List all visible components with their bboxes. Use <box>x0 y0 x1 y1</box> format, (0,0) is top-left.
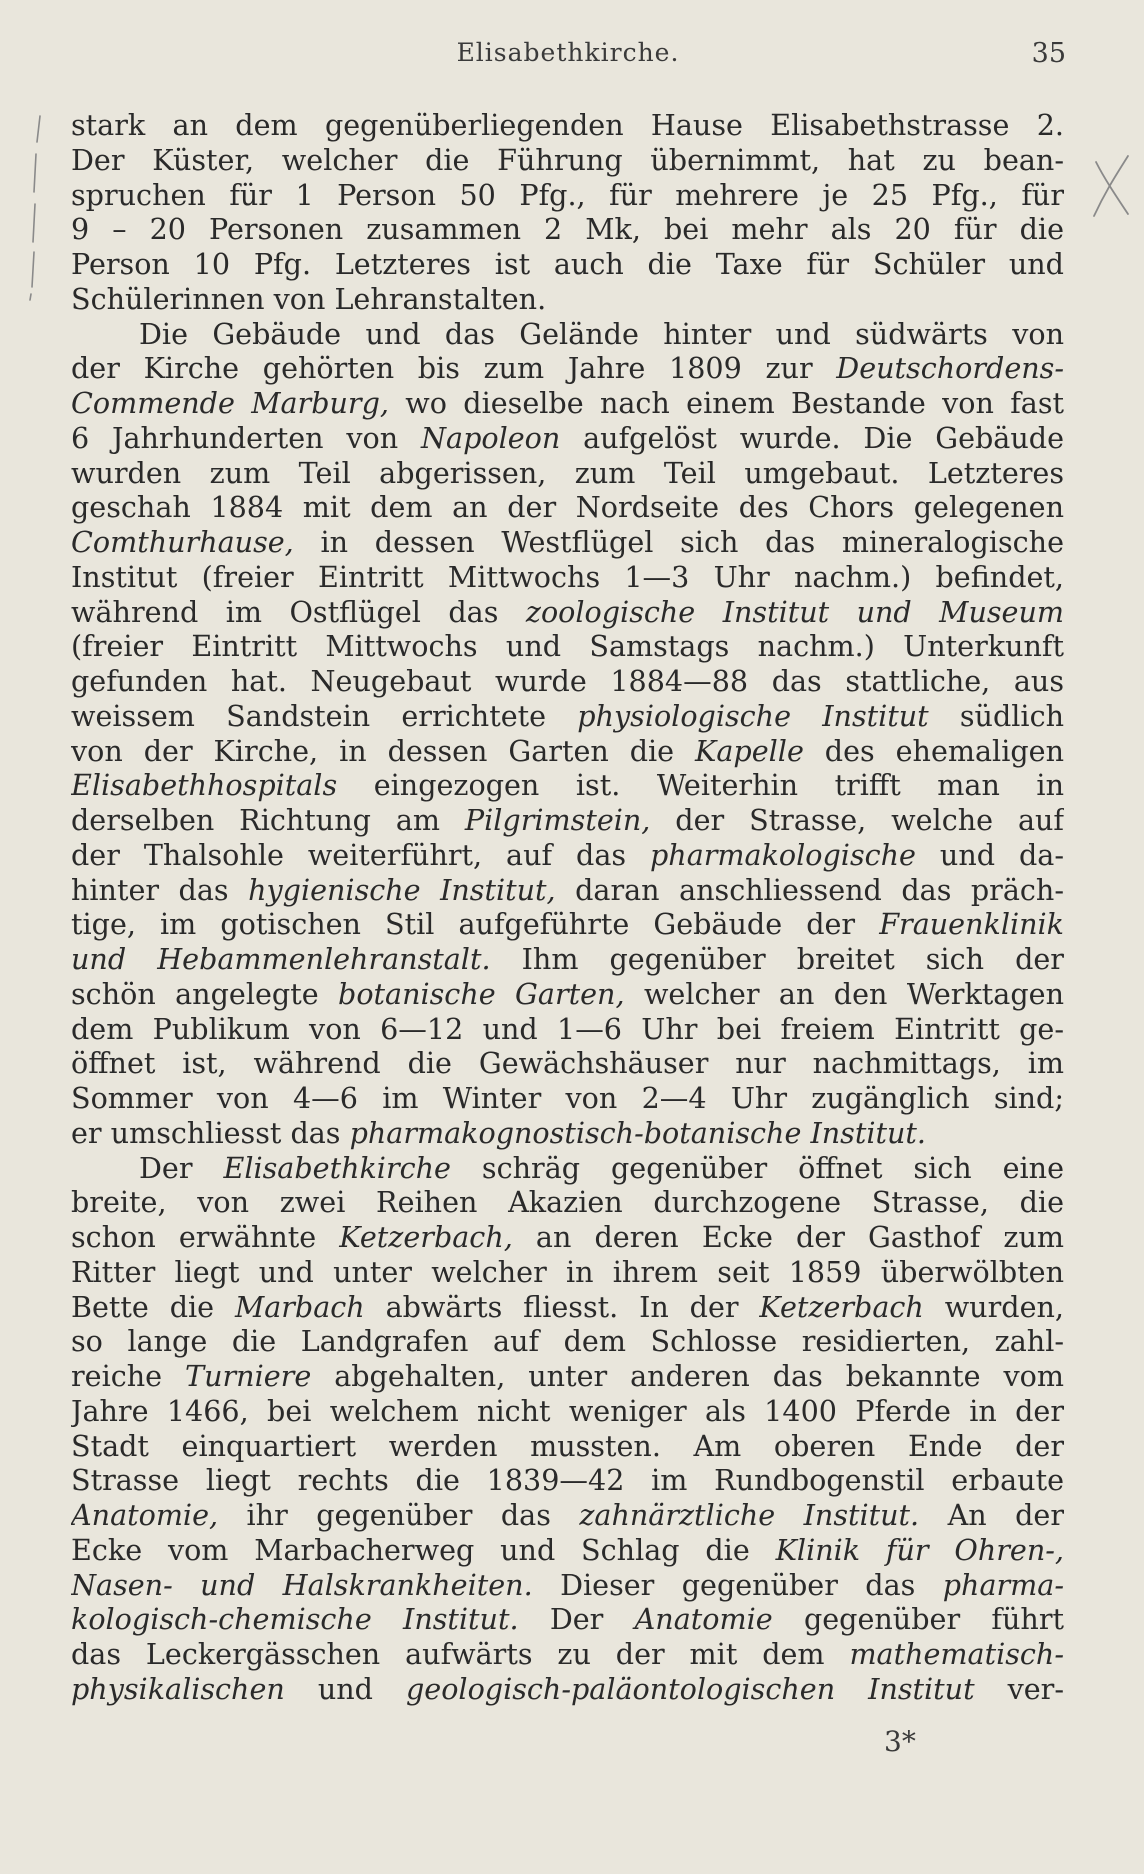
italic-term: mathematisch- <box>849 1637 1064 1671</box>
text-segment: tige, im gotischen Stil aufgeführte Gebäude der <box>71 907 880 942</box>
text-line <box>71 1220 1064 1255</box>
italic-term: pharmakologische <box>650 837 916 872</box>
text-line <box>71 1394 1064 1429</box>
text-line <box>71 1672 1064 1707</box>
text-segment: 6 Jahrhunderten von <box>71 420 421 455</box>
text-segment: abgehalten, unter anderen das bekannte vom <box>311 1359 1064 1393</box>
page-number: 35 <box>1031 38 1066 69</box>
italic-term: physiologische Institut <box>577 698 929 733</box>
text-segment: Ihm gegenüber breitet sich der <box>490 942 1064 976</box>
italic-term: kologisch-chemische Institut. <box>71 1602 519 1637</box>
text-line <box>71 108 1064 143</box>
text-segment: (freier Eintritt Mittwochs und Samstags nachm.) Unterkunft <box>71 629 1064 664</box>
text-segment: Der <box>518 1602 635 1637</box>
text-segment: derselben Richtung am <box>71 803 465 837</box>
text-line <box>71 421 1064 456</box>
text-line <box>71 143 1064 178</box>
text-line <box>71 1359 1064 1394</box>
text-segment: Person 10 Pfg. Letzteres ist auch die Taxe für Schüler und <box>71 247 1064 281</box>
text-segment: Dieser gegenüber das <box>532 1567 943 1602</box>
text-line <box>71 1637 1064 1672</box>
text-segment: der Strasse, welche auf <box>650 803 1064 837</box>
text-line <box>71 1116 1064 1151</box>
text-segment: Strasse liegt rechts die 1839—42 im Rundbogenstil erbaute <box>71 1463 1064 1498</box>
italic-term: Klinik für Ohren-, <box>775 1532 1064 1567</box>
italic-term: Pilgrimstein, <box>464 803 651 837</box>
text-segment: ver- <box>974 1671 1064 1706</box>
text-segment: Ecke vom Marbacherweg und Schlag die <box>71 1532 776 1567</box>
italic-term: Deutschordens- <box>836 351 1064 386</box>
text-segment: und <box>284 1671 406 1706</box>
text-line <box>71 456 1064 491</box>
italic-term: Elisabethhospitals <box>71 768 338 803</box>
text-segment: Sommer von 4—6 im Winter von 2—4 Uhr zugänglich sind; <box>71 1081 1064 1115</box>
italic-term: Elisabethkirche <box>223 1150 451 1185</box>
text-line <box>71 1185 1064 1220</box>
text-line <box>71 490 1064 525</box>
running-title: Elisabethkirche. <box>456 38 680 67</box>
italic-term: Commende Marburg, <box>71 386 389 420</box>
text-line <box>71 1324 1064 1359</box>
text-line <box>71 282 1064 317</box>
text-segment: Die Gebäude und das Gelände hinter und südwärts von <box>139 316 1064 351</box>
italic-term: Anatomie <box>634 1602 773 1637</box>
text-segment: eingezogen ist. Weiterhin trifft man in <box>337 768 1064 803</box>
text-segment: 9 – 20 Personen zusammen 2 Mk, bei mehr als 20 für die <box>71 212 1064 247</box>
text-line <box>71 1463 1064 1498</box>
text-segment: des ehemaligen <box>803 733 1064 768</box>
text-segment: von der Kirche, in dessen Garten die <box>71 733 696 768</box>
text-segment: während im Ostflügel das <box>71 594 526 629</box>
text-line <box>71 1568 1064 1603</box>
text-line <box>71 212 1064 247</box>
text-segment: der Kirche gehörten bis zum Jahre 1809 zur <box>71 351 837 386</box>
text-segment: wo dieselbe nach einem Bestande von fast <box>388 386 1064 420</box>
text-line <box>71 560 1064 595</box>
text-segment: schräg gegenüber öffnet sich eine <box>450 1150 1064 1185</box>
text-segment: ihr gegenüber das <box>218 1498 580 1532</box>
italic-term: Ketzerbach, <box>339 1220 513 1254</box>
text-segment: so lange die Landgrafen auf dem Schlosse residierten, zahl- <box>71 1324 1064 1359</box>
text-segment: wurden zum Teil abgerissen, zum Teil umgebaut. Letzteres <box>71 455 1064 490</box>
italic-term: botanische Garten, <box>338 976 625 1011</box>
text-line <box>71 1081 1064 1116</box>
text-segment: reiche <box>71 1359 186 1393</box>
italic-term: hygienische Institut, <box>248 872 556 907</box>
text-line <box>71 247 1064 282</box>
text-line <box>71 664 1064 699</box>
text-segment: südlich <box>928 698 1064 733</box>
printer-signature: 3* <box>884 1725 916 1758</box>
text-segment: schön angelegte <box>71 976 339 1011</box>
text-line <box>71 595 1064 630</box>
text-segment: Institut (freier Eintritt Mittwochs 1—3 Uhr nachm.) befindet, <box>71 559 1064 594</box>
text-line <box>71 768 1064 803</box>
italic-term: geologisch-paläontologischen Institut <box>405 1671 975 1706</box>
text-segment: wurden, <box>923 1289 1064 1324</box>
text-segment: in dessen Westflügel sich das mineralogische <box>293 525 1064 559</box>
text-segment: gefunden hat. Neugebaut wurde 1884—88 das stattliche, aus <box>71 664 1064 698</box>
text-line <box>71 1012 1064 1047</box>
text-segment: er umschliesst das <box>71 1115 350 1150</box>
text-line <box>71 1290 1064 1325</box>
text-segment: welcher an den Werktagen <box>624 976 1064 1011</box>
italic-term: Anatomie, <box>71 1498 219 1532</box>
text-segment: gegenüber führt <box>772 1602 1064 1637</box>
text-line <box>71 1255 1064 1290</box>
text-segment: dem Publikum von 6—12 und 1—6 Uhr bei freiem Eintritt ge- <box>71 1011 1064 1046</box>
text-segment: hinter das <box>71 872 249 907</box>
text-segment: Bette die <box>71 1289 235 1324</box>
pencil-margin-mark-icon <box>24 112 44 302</box>
page-header <box>70 38 1066 78</box>
text-line <box>71 942 1064 977</box>
text-segment: aufgelöst wurde. Die Gebäude <box>560 420 1064 455</box>
text-segment: spruchen für 1 Person 50 Pfg., für mehrere je 25 Pfg., für <box>71 177 1064 212</box>
italic-term: und Hebammenlehranstalt. <box>71 942 491 976</box>
text-line <box>71 699 1064 734</box>
text-line <box>71 1602 1064 1637</box>
text-line <box>71 1046 1064 1081</box>
text-line <box>71 1151 1064 1186</box>
italic-term: Frauenklinik <box>879 907 1064 942</box>
italic-term: Marbach <box>234 1289 365 1324</box>
text-segment: Der <box>139 1150 224 1185</box>
italic-term: zahnärztliche Institut. <box>579 1498 920 1532</box>
text-segment: Schülerinnen von Lehranstalten. <box>71 281 547 316</box>
text-line <box>71 1498 1064 1533</box>
text-segment: geschah 1884 mit dem an der Nordseite des Chors gelegenen <box>71 490 1064 525</box>
text-segment: Jahre 1466, bei welchem nicht weniger als 1400 Pferde in der <box>71 1393 1064 1428</box>
text-line <box>71 386 1064 421</box>
text-line <box>71 525 1064 560</box>
text-line <box>71 1429 1064 1464</box>
italic-term: physikalischen <box>71 1671 285 1706</box>
pencil-x-mark-icon <box>1088 152 1132 220</box>
italic-term: Ketzerbach <box>759 1289 924 1324</box>
text-line <box>71 351 1064 386</box>
text-line <box>71 907 1064 942</box>
text-line <box>71 977 1064 1012</box>
text-line <box>71 178 1064 213</box>
text-line <box>71 1533 1064 1568</box>
text-segment: schon erwähnte <box>71 1220 340 1254</box>
italic-term: Nasen- und Halskrankheiten. <box>71 1567 533 1602</box>
text-segment: abwärts fliesst. In der <box>364 1289 760 1324</box>
text-line <box>71 317 1064 352</box>
text-segment: breite, von zwei Reihen Akazien durchzogene Strasse, die <box>71 1185 1064 1220</box>
text-segment: stark an dem gegenüberliegenden Hause Elisabethstrasse 2. <box>71 108 1064 142</box>
text-segment: Ritter liegt und unter welcher in ihrem seit 1859 überwölbten <box>71 1254 1064 1289</box>
italic-term: Napoleon <box>421 420 561 455</box>
text-segment: öffnet ist, während die Gewächshäuser nur nachmittags, im <box>71 1046 1064 1081</box>
text-line <box>71 734 1064 769</box>
text-segment: und da- <box>915 837 1064 872</box>
text-line <box>71 838 1064 873</box>
text-segment: Der Küster, welcher die Führung übernimmt, hat zu bean- <box>71 142 1064 177</box>
text-segment: der Thalsohle weiterführt, auf das <box>71 837 650 872</box>
body-text <box>71 108 1064 1707</box>
text-segment: Stadt einquartiert werden mussten. Am oberen Ende der <box>71 1428 1064 1463</box>
text-segment: daran anschliessend das präch- <box>555 872 1064 907</box>
text-line <box>71 873 1064 908</box>
italic-term: Comthurhause, <box>71 525 294 559</box>
italic-term: pharmakognostisch-botanische Institut. <box>349 1115 926 1150</box>
italic-term: zoologische Institut und Museum <box>525 594 1064 629</box>
text-segment: An der <box>919 1498 1064 1532</box>
text-segment: an deren Ecke der Gasthof zum <box>512 1220 1064 1254</box>
text-segment: weissem Sandstein errichtete <box>71 698 578 733</box>
text-line <box>71 629 1064 664</box>
text-line <box>71 803 1064 838</box>
text-segment: das Leckergässchen aufwärts zu der mit dem <box>71 1637 850 1671</box>
italic-term: pharma- <box>942 1567 1064 1602</box>
italic-term: Turniere <box>185 1359 312 1393</box>
italic-term: Kapelle <box>695 733 804 768</box>
